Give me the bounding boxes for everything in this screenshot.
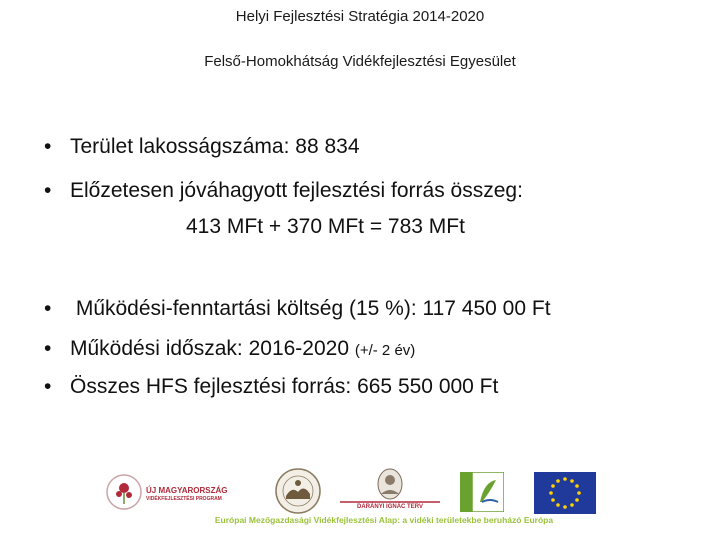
- seal-emblem-icon: [274, 466, 322, 516]
- association-seal-logo: [274, 466, 322, 516]
- bullet-dot-icon: •: [44, 337, 52, 360]
- eu-flag-logo: [534, 472, 596, 514]
- uj-magyarorszag-emblem-icon: [104, 470, 144, 514]
- bullet-population: • Terület lakosságszáma: 88 834: [44, 135, 360, 158]
- eu-fund-caption: Európai Mezőgazdasági Vidékfejlesztési Alap: a vidéki területekbe beruházó Európa: [214, 515, 554, 525]
- bullet-approved-funds: • Előzetesen jóváhagyott fejlesztési forrás összeg:: [44, 179, 523, 202]
- bullet-operating-period: • Működési időszak: 2016-2020 (+/- 2 év): [44, 337, 416, 360]
- document-title: Helyi Fejlesztési Stratégia 2014-2020: [235, 8, 485, 25]
- daranyi-portrait-icon: [340, 468, 440, 504]
- daranyi-ignac-logo: DARÁNYI IGNÁC TERV: [340, 468, 440, 516]
- logo-footer: [100, 462, 610, 532]
- bullet-total-funds: • Összes HFS fejlesztési forrás: 665 550 000 Ft: [44, 375, 499, 398]
- bullet-dot-icon: •: [44, 135, 52, 158]
- eu-flag-icon: [534, 472, 596, 514]
- bullet-dot-icon: •: [44, 375, 52, 398]
- bullet-dot-icon: •: [44, 179, 52, 202]
- leader-logo: [460, 472, 504, 512]
- document-subtitle: Felső-Homokhátság Vidékfejlesztési Egyesület: [204, 53, 516, 70]
- approved-funds-sum: 413 MFt + 370 MFt = 783 MFt: [186, 215, 465, 238]
- uj-magyarorszag-logo: ÚJ MAGYARORSZÁG VIDÉKFEJLESZTÉSI PROGRAM: [104, 470, 234, 514]
- bullet-operating-cost: • Működési-fenntartási költség (15 %): 117 450 00 Ft: [44, 297, 551, 320]
- bullet-dot-icon: •: [44, 297, 52, 320]
- leader-emblem-icon: [460, 472, 504, 512]
